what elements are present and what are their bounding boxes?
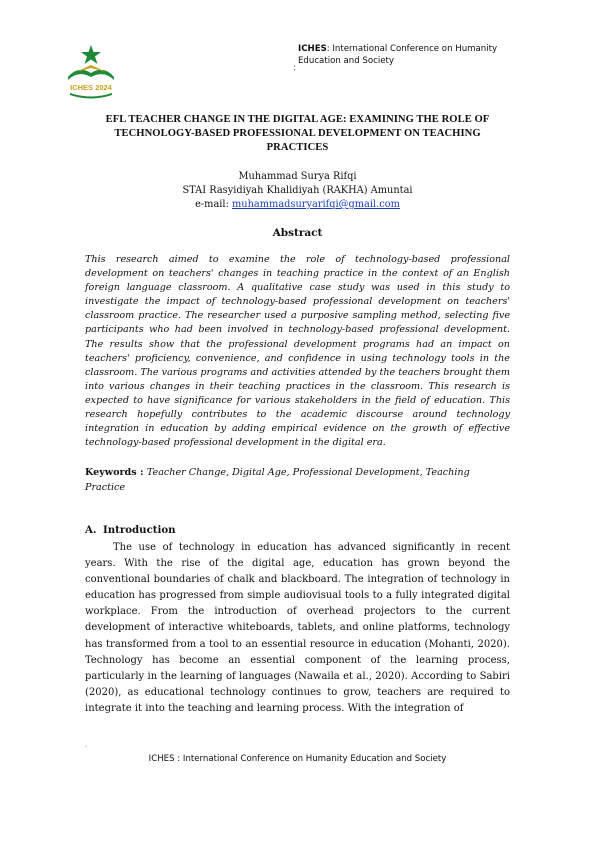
author-email-line	[90, 198, 505, 212]
conference-logo	[56, 43, 126, 100]
author-block	[90, 170, 505, 212]
abstract-heading: Abstract	[272, 227, 323, 239]
section-heading	[85, 524, 176, 536]
keywords	[85, 466, 510, 495]
section-title: Introduction	[103, 524, 176, 536]
footer-dot: .	[85, 742, 87, 749]
header-conference	[298, 43, 508, 67]
header-dots: :	[293, 63, 297, 73]
section-number: A.	[85, 524, 97, 536]
keywords-label: Keywords :	[85, 467, 147, 478]
author-name: Muhammad Surya Rifqi	[238, 171, 357, 182]
email-label: e-mail:	[195, 199, 232, 210]
header-conference-name: : International Conference on Humanity Education and Society	[298, 44, 498, 66]
email-link[interactable]: muhammadsuryarifqi@gmail.com	[231, 199, 400, 210]
author-affiliation: STAI Rasyidiyah Khalidiyah (RAKHA) Amuntai	[182, 185, 413, 196]
page-footer: ICHES : International Conference on Humanity Education and Society	[148, 754, 447, 764]
keywords-text: Teacher Change, Digital Age, Professional Development, Teaching Practice	[85, 467, 470, 493]
intro-paragraph: The use of technology in education has advanced significantly in recent years. With the rise of the digital age, education has grown beyond the conventional boundaries of chalk and blackboard. The integration of technology in education has progressed from simple audiovisual tools to a fully integrated digital workplace. From the introduction of overhead projectors to the current development of interactive whiteboards, tablets, and online platforms, technology has transformed from a tool to an essential resource in education (Mohanti, 2020). Technology has become an essential component of the learning process, particularly in the learning of languages (Nawaila et al., 2020). According to Sabiri (2020), as educational technology continues to grow, teachers are required to integrate it into the teaching and learning process. With the integration of	[85, 542, 510, 714]
paper-title: EFL TEACHER CHANGE IN THE DIGITAL AGE: EXAMINING THE ROLE OF TECHNOLOGY-BASED PROFESSIONAL DEVELOPMENT ON TEACHING PRACTICES	[105, 114, 490, 153]
abstract-text: This research aimed to examine the role of technology-based professional development on teachers' changes in teaching practice in the context of an English foreign language classroom. A qualitative case study was used in this study to investigate the impact of technology-based professional development on teachers' classroom practice. The researcher used a purposive sampling method, selecting five participants who had been involved in technology-based professional development. The results show that the professional development programs had an impact on teachers' proficiency, convenience, and confidence in using technology tools in the classroom. The various programs and activities attended by the teachers brought them into various changes in their teaching practices in the classroom. This research is expected to have significance for various stakeholders in the field of education. This research hopefully contributes to the academic discourse around technology integration in education by adding empirical evidence on the growth of effective technology-based professional development in the digital era.	[85, 254, 510, 449]
logo-emblem-icon	[56, 43, 126, 100]
logo-text: ICHES 2024	[70, 83, 112, 92]
header-conference-abbrev: ICHES	[298, 44, 327, 54]
